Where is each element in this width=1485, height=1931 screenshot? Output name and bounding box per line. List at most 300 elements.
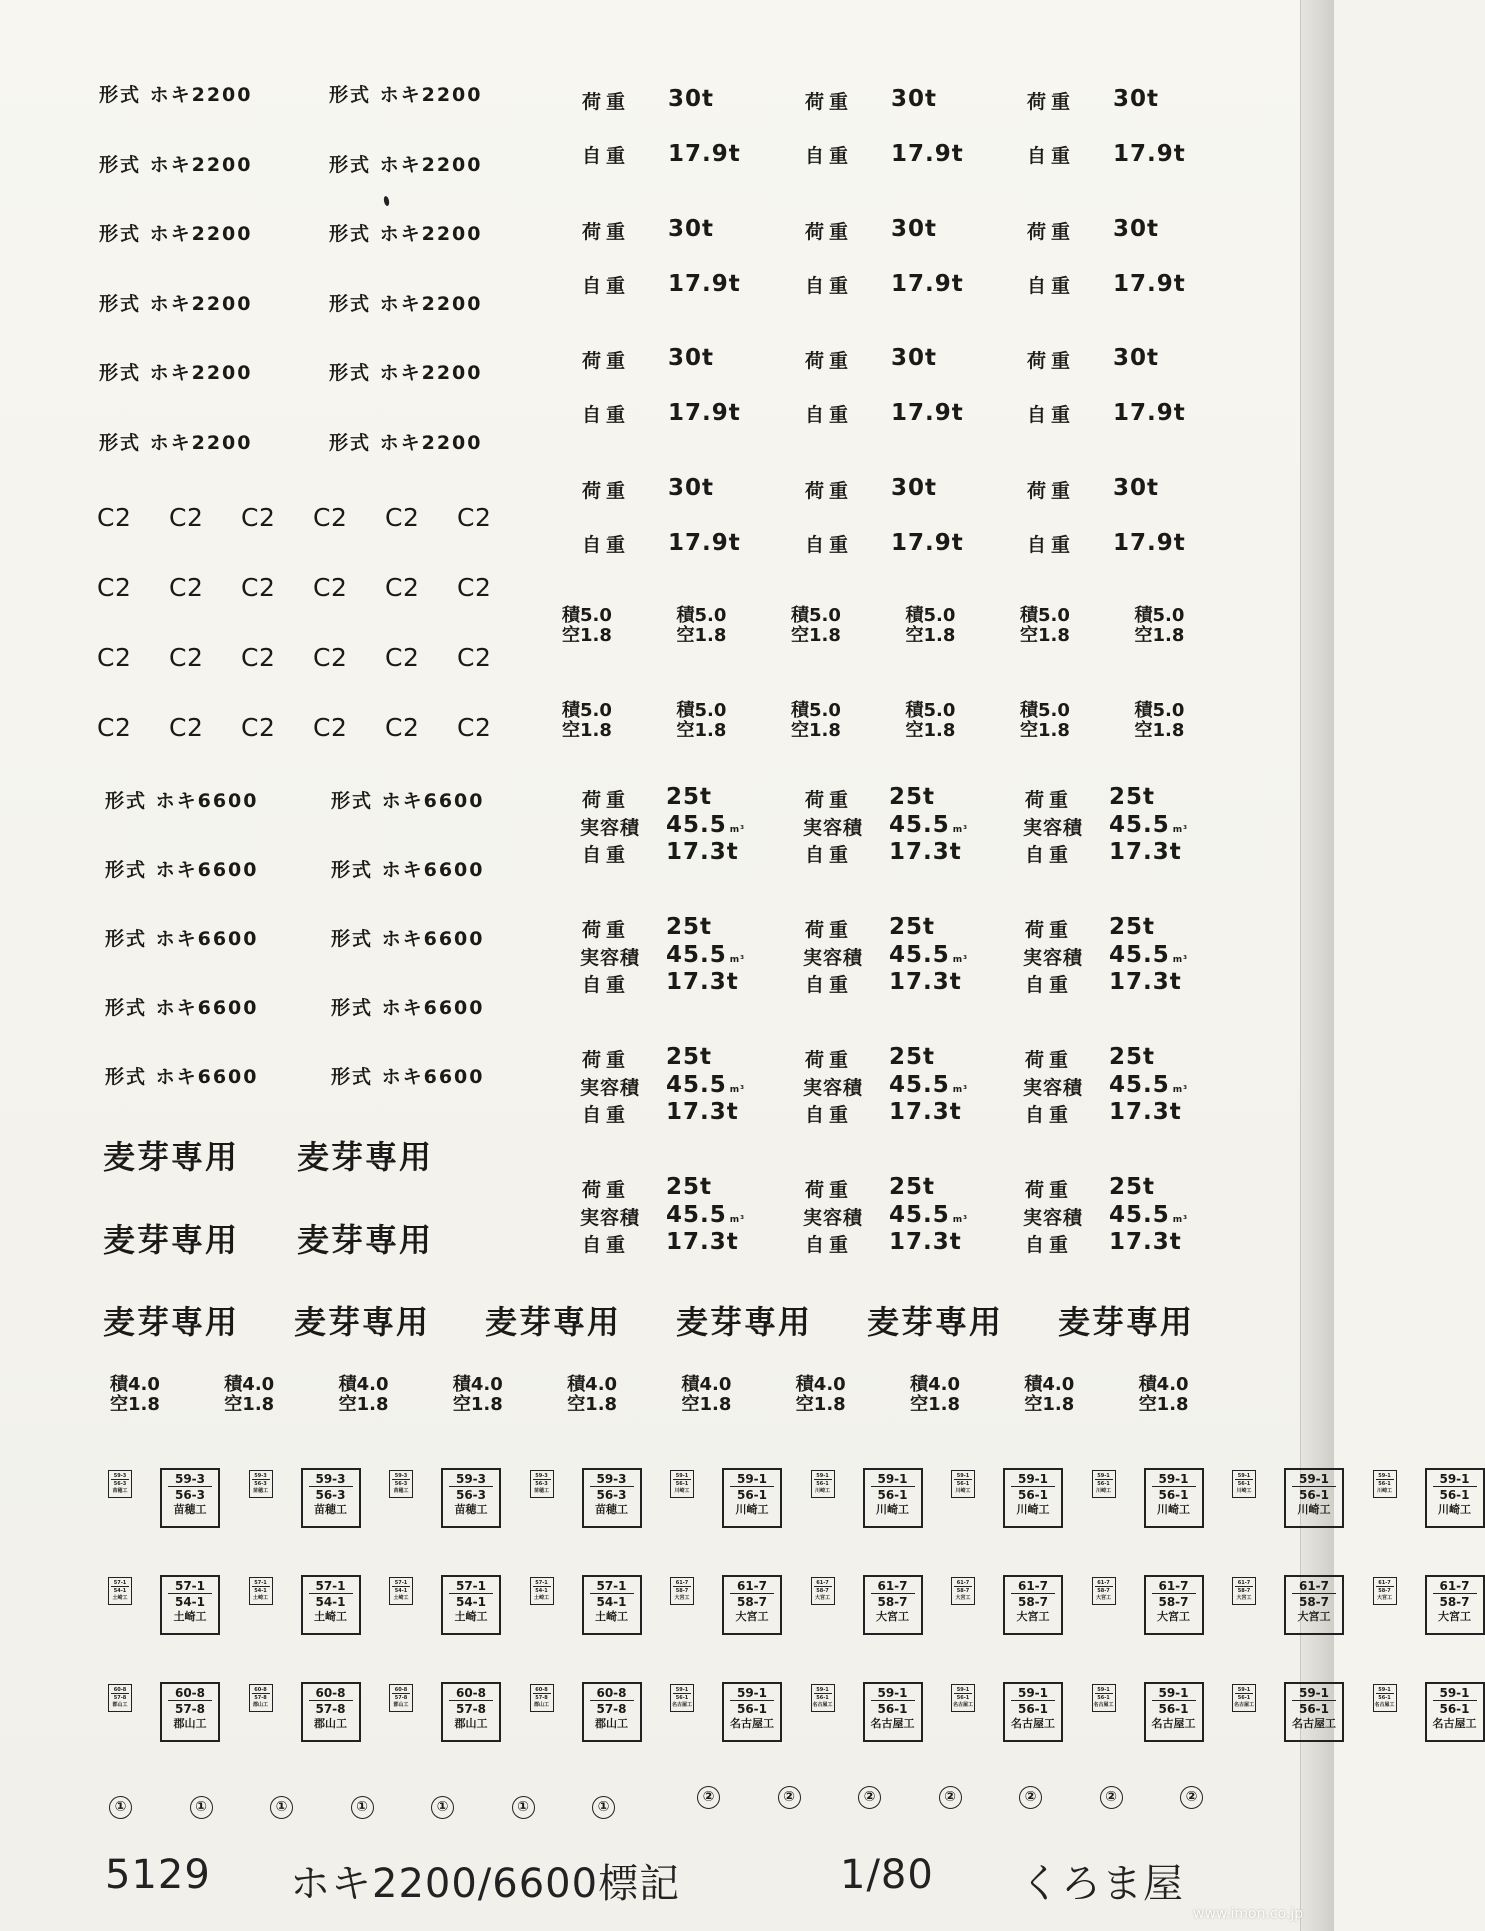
plate-line-a: 59-1	[1376, 1472, 1394, 1480]
decal-c2: C2	[457, 503, 492, 532]
plate-line-a: 57-1	[533, 1579, 551, 1587]
decal-jijuu-label: 自重	[805, 844, 854, 866]
plate-line-a: 59-3	[111, 1472, 129, 1480]
decal-works-plate	[582, 1468, 642, 1528]
decal-circle-1: ①	[431, 1796, 454, 1819]
plate-line-b: 56-1	[1439, 1702, 1470, 1716]
decal-works-plate-small	[1373, 1577, 1397, 1605]
decal-jitsuyouseki-label: 実容積	[803, 947, 864, 969]
decal-jijuu-17-9: 17.9t	[891, 529, 964, 556]
decal-seki: 積4.0	[1138, 1374, 1189, 1395]
plate-line-b: 56-1	[1298, 1488, 1330, 1502]
decal-jijuu-17-3: 17.3t	[1109, 969, 1182, 995]
decal-nijuu-label: 荷重	[582, 919, 631, 941]
plate-line-b: 56-1	[736, 1702, 768, 1716]
decal-nijuu-label: 荷重	[1025, 1049, 1074, 1071]
plate-line-a: 57-1	[309, 1579, 353, 1594]
plate-line-a: 59-3	[533, 1472, 551, 1480]
decal-jitsuyouseki-label: 実容積	[580, 1207, 641, 1229]
plate-line-b: 57-8	[315, 1702, 346, 1716]
decal-c2: C2	[313, 573, 348, 602]
decal-jitsuyouseki-label: 実容積	[1023, 947, 1084, 969]
plate-line-c: 大宮工	[1438, 1610, 1471, 1623]
plate-line-a: 61-7	[814, 1579, 832, 1587]
decal-jitsuyouseki-value	[1109, 944, 1188, 967]
plate-line-c: 名古屋工	[1151, 1717, 1196, 1730]
plate-line-c: 名古屋工	[952, 1702, 973, 1708]
decal-load-capacity	[562, 606, 612, 646]
plate-line-c: 川崎工	[955, 1488, 971, 1494]
decal-works-plate-small	[951, 1684, 975, 1712]
decal-jitsuyouseki-unit: m³	[952, 1215, 969, 1225]
decal-kuu: 空1.8	[1134, 720, 1185, 741]
plate-line-a: 59-1	[1095, 1472, 1113, 1480]
decal-keishiki-2200: 形式 ホキ2200	[99, 292, 253, 315]
decal-works-plate-small	[811, 1684, 835, 1712]
plate-line-b: 54-1	[113, 1588, 127, 1594]
plate-line-a: 59-1	[1292, 1686, 1336, 1701]
plate-line-b: 56-3	[455, 1488, 487, 1502]
decal-jijuu-label: 自重	[805, 145, 854, 167]
plate-line-a: 61-7	[730, 1579, 774, 1594]
plate-line-b: 56-1	[956, 1695, 970, 1701]
decal-seki: 積5.0	[1134, 605, 1185, 626]
decal-kuu: 空1.8	[1024, 1394, 1075, 1415]
decal-jitsuyouseki-value	[889, 1204, 968, 1227]
decal-works-plate	[1425, 1468, 1485, 1528]
decal-load-capacity	[791, 701, 841, 741]
decal-circle-2: ②	[778, 1786, 801, 1809]
decal-jijuu-label: 自重	[805, 404, 854, 426]
plate-line-a: 59-1	[1235, 1686, 1253, 1694]
plate-line-a: 59-1	[814, 1686, 832, 1694]
decal-c2: C2	[169, 713, 204, 742]
decal-seki: 積5.0	[562, 700, 612, 721]
decal-seki: 積5.0	[562, 605, 612, 626]
decal-jitsuyouseki-unit: m³	[1172, 1085, 1189, 1095]
decal-c2: C2	[385, 573, 420, 602]
plate-line-c: 川崎工	[674, 1488, 690, 1494]
decal-jitsuyouseki-unit: m³	[952, 825, 969, 835]
plate-line-c: 土崎工	[595, 1610, 628, 1623]
decal-works-plate-small	[530, 1684, 554, 1712]
decal-jijuu-label: 自重	[805, 274, 854, 297]
decal-c2: C2	[313, 643, 348, 672]
decal-keishiki-2200: 形式 ホキ2200	[329, 84, 483, 106]
decal-jitsuyouseki-value	[1109, 814, 1188, 837]
decal-jijuu-label: 自重	[582, 844, 631, 866]
decal-jitsuyouseki-unit: m³	[729, 955, 746, 965]
decal-c2: C2	[241, 573, 276, 602]
decal-nijuu-30: 30t	[1113, 86, 1160, 112]
plate-line-c: 川崎工	[876, 1503, 909, 1516]
decal-nijuu-label: 荷重	[582, 91, 631, 113]
decal-jijuu-label: 自重	[805, 533, 854, 556]
decal-nijuu-label: 荷重	[805, 919, 854, 941]
plate-line-c: 名古屋工	[1093, 1702, 1114, 1708]
decal-works-plate-small	[1092, 1577, 1116, 1605]
decal-bakuga-senyou: 麦芽専用	[1058, 1303, 1195, 1341]
decal-jitsuyouseki-number: 45.5	[889, 1202, 950, 1228]
plate-line-c: 苗穂工	[112, 1488, 128, 1494]
plate-line-c: 苗穂工	[533, 1488, 549, 1494]
decal-nijuu-label: 荷重	[1027, 479, 1076, 502]
decal-nijuu-25: 25t	[1109, 1174, 1156, 1200]
plate-line-c: 大宮工	[1297, 1610, 1331, 1623]
decal-keishiki-2200: 形式 ホキ2200	[329, 431, 483, 454]
plate-line-c: 大宮工	[1376, 1595, 1392, 1601]
decal-works-plate	[160, 1468, 220, 1528]
plate-line-a: 59-1	[871, 1686, 915, 1701]
decal-circle-2: ②	[1019, 1786, 1042, 1809]
plate-line-a: 59-1	[1433, 1472, 1477, 1487]
plate-line-a: 59-1	[673, 1472, 691, 1480]
plate-line-c: 川崎工	[814, 1488, 830, 1494]
decal-load-capacity	[110, 1375, 160, 1415]
decal-nijuu-label: 荷重	[1025, 789, 1074, 811]
plate-line-b: 56-3	[394, 1481, 408, 1487]
plate-line-b: 56-1	[877, 1702, 908, 1716]
decal-load-capacity	[677, 701, 727, 741]
plate-line-c: 大宮工	[1157, 1610, 1190, 1623]
plate-line-a: 60-8	[309, 1686, 353, 1701]
decal-load-capacity	[567, 1375, 617, 1415]
plate-line-c: 苗穂工	[314, 1503, 347, 1516]
decal-jijuu-label: 自重	[1025, 974, 1074, 996]
plate-line-a: 61-7	[871, 1579, 915, 1594]
decal-c2: C2	[97, 643, 132, 672]
decal-jitsuyouseki-unit: m³	[1172, 825, 1189, 835]
decal-works-plate	[1003, 1682, 1063, 1742]
plate-line-b: 57-8	[535, 1695, 548, 1701]
decal-nijuu-25: 25t	[1109, 1044, 1156, 1070]
decal-works-plate	[863, 1468, 923, 1528]
decal-works-plate-small	[530, 1577, 554, 1605]
sheet-edge	[1300, 0, 1334, 1931]
decal-nijuu-25: 25t	[889, 914, 936, 940]
decal-works-plate	[722, 1468, 782, 1528]
decal-nijuu-label: 荷重	[805, 350, 854, 372]
decal-c2: C2	[97, 503, 132, 532]
plate-line-c: 土崎工	[533, 1595, 549, 1601]
decal-works-plate	[1144, 1575, 1204, 1635]
plate-line-c: 大宮工	[814, 1595, 830, 1601]
decal-jitsuyouseki-number: 45.5	[889, 1072, 950, 1098]
plate-line-b: 54-1	[455, 1595, 487, 1609]
decal-works-plate-small	[670, 1684, 694, 1712]
decal-kuu: 空1.8	[338, 1394, 389, 1415]
decal-circle-1: ①	[351, 1796, 374, 1819]
decal-nijuu-label: 荷重	[1027, 350, 1076, 372]
plate-line-c: 土崎工	[112, 1595, 128, 1601]
plate-line-a: 57-1	[590, 1579, 634, 1594]
decal-works-plate-small	[530, 1470, 554, 1498]
decal-nijuu-25: 25t	[666, 1174, 713, 1200]
decal-seki: 積4.0	[224, 1374, 275, 1395]
decal-keishiki-6600: 形式 ホキ6600	[331, 859, 485, 881]
decal-keishiki-2200: 形式 ホキ2200	[99, 84, 253, 106]
decal-jijuu-label: 自重	[805, 1234, 854, 1256]
decal-nijuu-label: 荷重	[582, 1049, 631, 1071]
plate-line-a: 59-1	[1235, 1472, 1253, 1480]
plate-line-b: 56-3	[174, 1488, 206, 1502]
decal-works-plate-small	[1092, 1470, 1116, 1498]
plate-line-b: 56-3	[113, 1481, 127, 1487]
plate-line-c: 土崎工	[454, 1610, 488, 1623]
decal-bakuga-senyou: 麦芽専用	[103, 1303, 240, 1341]
plate-line-c: 苗穂工	[595, 1503, 628, 1516]
decal-kuu: 空1.8	[1020, 720, 1070, 741]
plate-line-a: 59-1	[1292, 1472, 1336, 1487]
plate-line-b: 54-1	[315, 1595, 346, 1609]
decal-jijuu-label: 自重	[1025, 1234, 1074, 1256]
decal-jijuu-17-3: 17.3t	[1109, 1229, 1182, 1255]
decal-jitsuyouseki-number: 45.5	[1109, 1072, 1170, 1098]
decal-jijuu-label: 自重	[1027, 274, 1076, 297]
decal-seki: 積4.0	[567, 1374, 618, 1395]
plate-line-a: 60-8	[392, 1686, 410, 1694]
decal-seki: 積5.0	[1020, 700, 1070, 721]
plate-line-c: 郡山工	[533, 1702, 549, 1708]
plate-line-b: 57-8	[174, 1702, 206, 1716]
decal-jijuu-17-3: 17.3t	[889, 1229, 962, 1255]
decal-seki: 積4.0	[910, 1374, 960, 1395]
decal-jitsuyouseki-unit: m³	[1172, 1215, 1189, 1225]
decal-jitsuyouseki-unit: m³	[952, 955, 969, 965]
decal-jitsuyouseki-value	[1109, 1074, 1188, 1097]
plate-line-b: 58-7	[1017, 1595, 1049, 1609]
decal-works-plate-small	[389, 1684, 413, 1712]
plate-line-b: 56-3	[535, 1481, 548, 1487]
decal-nijuu-label: 荷重	[582, 789, 631, 811]
decal-c2: C2	[457, 713, 492, 742]
decal-works-plate-small	[249, 1684, 273, 1712]
decal-keishiki-6600: 形式 ホキ6600	[105, 790, 259, 812]
decal-jijuu-label: 自重	[582, 1234, 631, 1256]
plate-line-c: 大宮工	[735, 1610, 769, 1623]
decal-jitsuyouseki-unit: m³	[729, 825, 746, 835]
decal-kuu: 空1.8	[905, 720, 956, 741]
decal-jijuu-17-3: 17.3t	[1109, 839, 1182, 865]
plate-line-a: 61-7	[673, 1579, 691, 1587]
decal-seki: 積4.0	[1024, 1374, 1075, 1395]
plate-line-c: 郡山工	[252, 1702, 268, 1708]
plate-line-a: 60-8	[111, 1686, 129, 1694]
decal-nijuu-25: 25t	[666, 914, 713, 940]
plate-line-b: 56-1	[1097, 1481, 1110, 1487]
plate-line-b: 56-1	[675, 1481, 689, 1487]
plate-line-c: 名古屋工	[1292, 1717, 1336, 1730]
decal-jijuu-label: 自重	[1027, 533, 1076, 556]
plate-line-a: 59-1	[1011, 1472, 1055, 1487]
decal-load-capacity	[562, 701, 612, 741]
decal-jitsuyouseki-value	[889, 814, 968, 837]
decal-load-capacity	[906, 606, 956, 646]
decal-nijuu-label: 荷重	[1025, 1179, 1074, 1201]
plate-line-a: 59-1	[814, 1472, 832, 1480]
decal-jitsuyouseki-value	[889, 944, 968, 967]
decal-works-plate	[582, 1682, 642, 1742]
decal-seki: 積5.0	[905, 605, 956, 626]
decal-works-plate	[1003, 1468, 1063, 1528]
plate-line-c: 川崎工	[1157, 1503, 1190, 1516]
plate-line-c: 川崎工	[1236, 1488, 1252, 1494]
plate-line-c: 苗穂工	[454, 1503, 488, 1516]
decal-c2: C2	[385, 503, 420, 532]
decal-keishiki-6600: 形式 ホキ6600	[331, 928, 485, 950]
plate-line-a: 57-1	[252, 1579, 270, 1587]
decal-kuu: 空1.8	[791, 720, 841, 741]
decal-jijuu-17-3: 17.3t	[889, 839, 962, 865]
decal-load-capacity	[1020, 606, 1070, 646]
decal-keishiki-6600: 形式 ホキ6600	[331, 1066, 485, 1088]
decal-kuu: 空1.8	[910, 1394, 960, 1415]
plate-line-c: 名古屋工	[1233, 1702, 1254, 1708]
decal-seki: 積5.0	[791, 700, 841, 721]
plate-line-b: 56-1	[1097, 1695, 1110, 1701]
decal-jitsuyouseki-label: 実容積	[1023, 817, 1084, 839]
plate-line-a: 60-8	[252, 1686, 270, 1694]
decal-kuu: 空1.8	[562, 720, 612, 741]
plate-line-a: 61-7	[1292, 1579, 1336, 1594]
decal-load-capacity	[910, 1375, 960, 1415]
decal-keishiki-6600: 形式 ホキ6600	[331, 997, 485, 1019]
decal-load-capacity	[1135, 606, 1185, 646]
plate-line-b: 58-7	[1378, 1588, 1391, 1594]
decal-works-plate-small	[108, 1577, 132, 1605]
decal-works-plate	[1425, 1575, 1485, 1635]
decal-works-plate-small	[108, 1684, 132, 1712]
decal-keishiki-2200: 形式 ホキ2200	[329, 153, 483, 176]
plate-line-a: 59-1	[1152, 1686, 1196, 1701]
decal-nijuu-30: 30t	[1113, 474, 1160, 501]
decal-nijuu-label: 荷重	[1025, 919, 1074, 941]
decal-jijuu-17-9: 17.9t	[1113, 400, 1186, 426]
decal-jijuu-17-9: 17.9t	[1113, 270, 1186, 297]
decal-works-plate-small	[389, 1577, 413, 1605]
decal-works-plate	[722, 1682, 782, 1742]
decal-jijuu-17-3: 17.3t	[889, 969, 962, 995]
decal-keishiki-6600: 形式 ホキ6600	[105, 997, 259, 1019]
decal-nijuu-30: 30t	[891, 474, 938, 501]
plate-line-b: 56-1	[1158, 1702, 1189, 1716]
decal-nijuu-25: 25t	[666, 1044, 713, 1070]
plate-line-c: 郡山工	[112, 1702, 128, 1708]
decal-circle-2: ②	[1180, 1786, 1203, 1809]
decal-jijuu-label: 自重	[1027, 145, 1076, 167]
decal-seki: 積4.0	[795, 1374, 846, 1395]
decal-kuu: 空1.8	[567, 1394, 618, 1415]
plate-line-a: 59-1	[730, 1686, 774, 1701]
decal-jijuu-17-3: 17.3t	[666, 1099, 739, 1125]
decal-jitsuyouseki-value	[666, 944, 745, 967]
decal-jitsuyouseki-label: 実容積	[1023, 1077, 1084, 1099]
decal-kuu: 空1.8	[1138, 1394, 1189, 1415]
plate-line-b: 54-1	[596, 1595, 627, 1609]
plate-line-c: 郡山工	[173, 1717, 207, 1730]
plate-line-c: 川崎工	[1095, 1488, 1111, 1494]
product-title: ホキ2200/6600標記	[290, 1861, 681, 1907]
plate-line-a: 59-3	[449, 1472, 493, 1487]
decal-jijuu-label: 自重	[582, 145, 631, 167]
decal-bakuga-senyou: 麦芽専用	[294, 1303, 431, 1341]
decal-load-capacity	[1135, 701, 1185, 741]
decal-nijuu-25: 25t	[889, 1174, 936, 1200]
plate-line-c: 大宮工	[1236, 1595, 1252, 1601]
decal-jijuu-17-9: 17.9t	[668, 270, 741, 297]
decal-kuu: 空1.8	[905, 625, 956, 646]
decal-jitsuyouseki-number: 45.5	[889, 812, 950, 838]
decal-works-plate-small	[951, 1577, 975, 1605]
plate-line-b: 56-1	[1378, 1481, 1391, 1487]
decal-seki: 積5.0	[676, 605, 727, 626]
decal-nijuu-30: 30t	[668, 345, 715, 371]
decal-works-plate	[1284, 1468, 1344, 1528]
decal-jitsuyouseki-label: 実容積	[803, 1077, 864, 1099]
decal-keishiki-2200: 形式 ホキ2200	[99, 431, 253, 454]
decal-circle-1: ①	[270, 1796, 293, 1819]
decal-works-plate-small	[1232, 1470, 1256, 1498]
plate-line-b: 54-1	[394, 1588, 408, 1594]
plate-line-b: 57-8	[113, 1695, 127, 1701]
plate-line-a: 61-7	[1235, 1579, 1253, 1587]
decal-jitsuyouseki-label: 実容積	[580, 817, 641, 839]
plate-line-c: 川崎工	[1297, 1503, 1331, 1516]
decal-kuu: 空1.8	[791, 625, 841, 646]
decal-keishiki-6600: 形式 ホキ6600	[105, 859, 259, 881]
decal-works-plate-small	[389, 1470, 413, 1498]
decal-nijuu-label: 荷重	[1027, 220, 1076, 243]
plate-line-a: 59-3	[392, 1472, 410, 1480]
decal-works-plate	[1003, 1575, 1063, 1635]
decal-jijuu-label: 自重	[805, 974, 854, 996]
decal-keishiki-2200: 形式 ホキ2200	[99, 223, 253, 245]
plate-line-c: 川崎工	[1438, 1503, 1471, 1516]
decal-c2: C2	[241, 713, 276, 742]
decal-jitsuyouseki-unit: m³	[729, 1085, 746, 1095]
decal-works-plate	[301, 1682, 361, 1742]
decal-jitsuyouseki-label: 実容積	[580, 947, 641, 969]
decal-kuu: 空1.8	[452, 1394, 503, 1415]
decal-jitsuyouseki-label: 実容積	[803, 1207, 864, 1229]
decal-jijuu-17-9: 17.9t	[668, 529, 741, 556]
decal-works-plate	[1284, 1575, 1344, 1635]
plate-line-a: 60-8	[449, 1686, 493, 1701]
plate-line-b: 58-7	[736, 1595, 768, 1609]
decal-kuu: 空1.8	[795, 1394, 846, 1415]
plate-line-b: 56-1	[1237, 1695, 1251, 1701]
decal-keishiki-2200: 形式 ホキ2200	[329, 362, 483, 384]
decal-jitsuyouseki-value	[666, 814, 745, 837]
decal-jitsuyouseki-label: 実容積	[803, 817, 864, 839]
decal-c2: C2	[241, 503, 276, 532]
plate-line-b: 57-8	[455, 1702, 487, 1716]
decal-nijuu-label: 荷重	[582, 220, 631, 243]
plate-line-c: 郡山工	[595, 1717, 628, 1730]
decal-jijuu-label: 自重	[582, 274, 631, 297]
decal-works-plate	[582, 1575, 642, 1635]
decal-keishiki-6600: 形式 ホキ6600	[105, 1066, 259, 1088]
decal-load-capacity	[1139, 1375, 1189, 1415]
decal-works-plate-small	[670, 1470, 694, 1498]
decal-nijuu-label: 荷重	[1027, 91, 1076, 113]
decal-bakuga-senyou: 麦芽専用	[297, 1138, 434, 1176]
plate-line-b: 58-7	[816, 1588, 829, 1594]
decal-seki: 積5.0	[791, 605, 841, 626]
decal-nijuu-25: 25t	[889, 1044, 936, 1070]
plate-line-a: 57-1	[392, 1579, 410, 1587]
plate-line-b: 58-7	[675, 1588, 689, 1594]
